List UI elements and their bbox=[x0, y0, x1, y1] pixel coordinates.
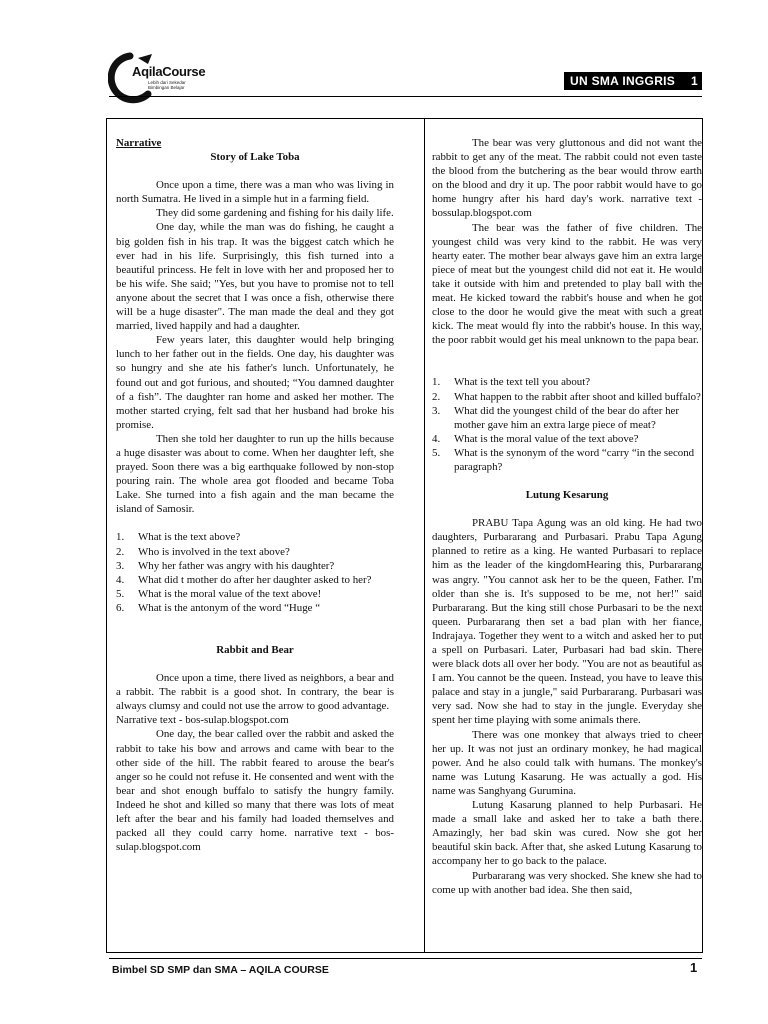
paragraph: One day, the bear called over the rabbit and asked the rabbit to take his bow and arrows and came with bear to the other side of the hill. The rabbit feared to arouse the bear's anger so he could not refuse it. He consented and went with the bear and shot enough buffalo to satisfy the hungry family. Indeed he shot and killed so many that there was lots of meat left after the bear and his family had loaded themselves and packed all they could carry home. narrative text - bos-sulap.blogspot.com bbox=[116, 728, 394, 854]
paragraph: The bear was very gluttonous and did not want the rabbit to get any of the meat. The rabbit could not even taste the blood from the butchering as the bear would throw earth on the blood and dry it up. The poor rabbit would have to go home hungry after his hard day's work. narrative text - bossulap.blogspot.com bbox=[432, 137, 702, 220]
paragraph: One day, while the man was do fishing, he caught a big golden fish in his trap. It was the biggest catch which he ever had in his life. Surprisingly, this fish turned into a beautiful princess. He felt in love with her and proposed her to be his wife. She said; "Yes, but you have to promise not to tell anyone about the secret that I was once a fish, otherwise there will be a huge disaster". The man made the deal and they got married, lived happily and had a daughter. bbox=[116, 221, 394, 333]
column-divider bbox=[424, 118, 425, 953]
question-item: 6. What is the antonym of the word “Huge “ bbox=[116, 601, 321, 614]
paragraph: The bear was the father of five children. The youngest child was very kind to the rabbit. He was very hearty eater. The mother bear always gave him an extra large piece of meat but the youngest child did not eat it. He would take it outside with him and pretended to play ball with the meat. He kicked toward the rabbit's house and when he got close to the door he would give the meat with such a great kick. The meat would fly into the rabbit's house. In this way, the poor rabbit would get his meal unknown to the papa bear. bbox=[432, 221, 702, 347]
paragraph: Lutung Kasarung planned to help Purbasari. He made a small lake and asked her to take a bath there. Amazingly, her bad skin was cured. Now she got her beautiful skin back. After that, she asked Lutung Kasarung to accompany her to go back to the palace. bbox=[432, 799, 702, 868]
question-item: 3. What did the youngest child of the bear do after her mother gave him an extra large piece of meat? bbox=[432, 404, 679, 431]
page-header bbox=[0, 0, 768, 110]
question-item: 2. What happen to the rabbit after shoot and killed buffalo? bbox=[432, 390, 701, 403]
logo-brand: AqilaCourse bbox=[132, 64, 206, 79]
footer-text: Bimbel SD SMP dan SMA – AQILA COURSE bbox=[112, 964, 329, 976]
paragraph: There was one monkey that always tried to cheer her up. It was not just an ordinary monkey, he had magical power. And he also could talk with humans. The monkey's name was Lutung Kasarung. He was actually a god. His name was Sanghyang Gurumina. bbox=[432, 728, 702, 797]
subject-badge bbox=[564, 72, 702, 90]
question-item: 3. Why her father was angry with his daughter? bbox=[116, 559, 335, 572]
question-item: 4. What is the moral value of the text above? bbox=[432, 432, 639, 445]
paragraph: Few years later, this daughter would help bringing lunch to her father out in the fields. One day, his daughter was so hungry and she ate his father's lunch. Unfortunately, he found out and got furious, and shouted; “You damned daughter of a fish”. The daughter ran home and asked her mother. The mother started crying, felt sad that her husband had broke his promise. bbox=[116, 334, 394, 431]
question-item: 5. What is the synonym of the word “carry “in the second paragraph? bbox=[432, 446, 695, 473]
question-item: 1. What is the text above? bbox=[116, 531, 241, 544]
paragraph: Once upon a time, there lived as neighbors, a bear and a rabbit. The rabbit is a good shot. In contrary, the bear is always clumsy and could not use the arrow to good advantage. bbox=[116, 672, 394, 713]
logo-tagline: Lebih dari Sekedar Bimbingan Belajar bbox=[148, 80, 186, 90]
question-list-rabbit-and-bear bbox=[432, 375, 702, 474]
section-label: Narrative bbox=[116, 137, 162, 149]
left-column bbox=[116, 136, 394, 854]
right-column bbox=[432, 136, 702, 897]
paragraph: Then she told her daughter to run up the hills because a huge disaster was about to come. When her daughter left, she prayed. Soon there was a big earthquake followed by non-stop pouring rain. The whole area got flooded and became Toba Lake. She turned into a fish again and the man became the island of Samosir. bbox=[116, 432, 394, 516]
story-title-rabbit-and-bear: Rabbit and Bear bbox=[216, 644, 294, 656]
paragraph: Purbararang was very shocked. She knew she had to come up with another bad idea. She then said, bbox=[432, 869, 702, 896]
story-title-lake-toba: Story of Lake Toba bbox=[210, 151, 300, 164]
source-line: Narrative text - bos-sulap.blogspot.com bbox=[116, 714, 289, 727]
question-item: 4. What did t mother do after her daughter asked to her? bbox=[116, 573, 372, 586]
paragraph: They did some gardening and fishing for his daily life. bbox=[156, 207, 394, 220]
badge-number: 1 bbox=[691, 74, 698, 88]
question-list-lake-toba bbox=[116, 530, 394, 615]
question-item: 1. What is the text tell you about? bbox=[432, 376, 591, 389]
story-title-lutung-kesarung: Lutung Kesarung bbox=[525, 489, 609, 502]
footer-rule bbox=[109, 958, 702, 959]
badge-title: UN SMA INGGRIS bbox=[570, 74, 676, 88]
header-rule bbox=[109, 96, 702, 97]
paragraph: Once upon a time, there was a man who was living in north Sumatra. He lived in a simple hut in a farming field. bbox=[116, 179, 394, 206]
question-item: 2. Who is involved in the text above? bbox=[116, 545, 290, 558]
question-item: 5. What is the moral value of the text above! bbox=[116, 587, 322, 600]
paragraph: PRABU Tapa Agung was an old king. He had two daughters, Purbararang and Purbasari. Prabu Tapa Agung planned to retire as a king. He wanted Purbasari to replace him as the leader of the kingdomHearing this, Purbararang was angry. "You cannot ask her to be the queen, Father. I'm older than she is. It's supposed to be me, not her!" said Purbararang. But the king still chose Purbasari to be the next queen. Purbararang then set a bad plan with her fiance, Indrajaya. Together they went to a witch and asked her to put a spell on Purbasari. Later, Purbasari had bad skin. There were black dots all over her body. "You are not as beautiful as I am. You cannot be the queen. Instead, you have to leave this palace and stay in a jungle," said Purbararang. Purbasari was very sad. Now she had to stay in the jungle. Everyday she spent her time playing with some animals there. bbox=[432, 517, 702, 727]
page-number: 1 bbox=[690, 960, 698, 975]
